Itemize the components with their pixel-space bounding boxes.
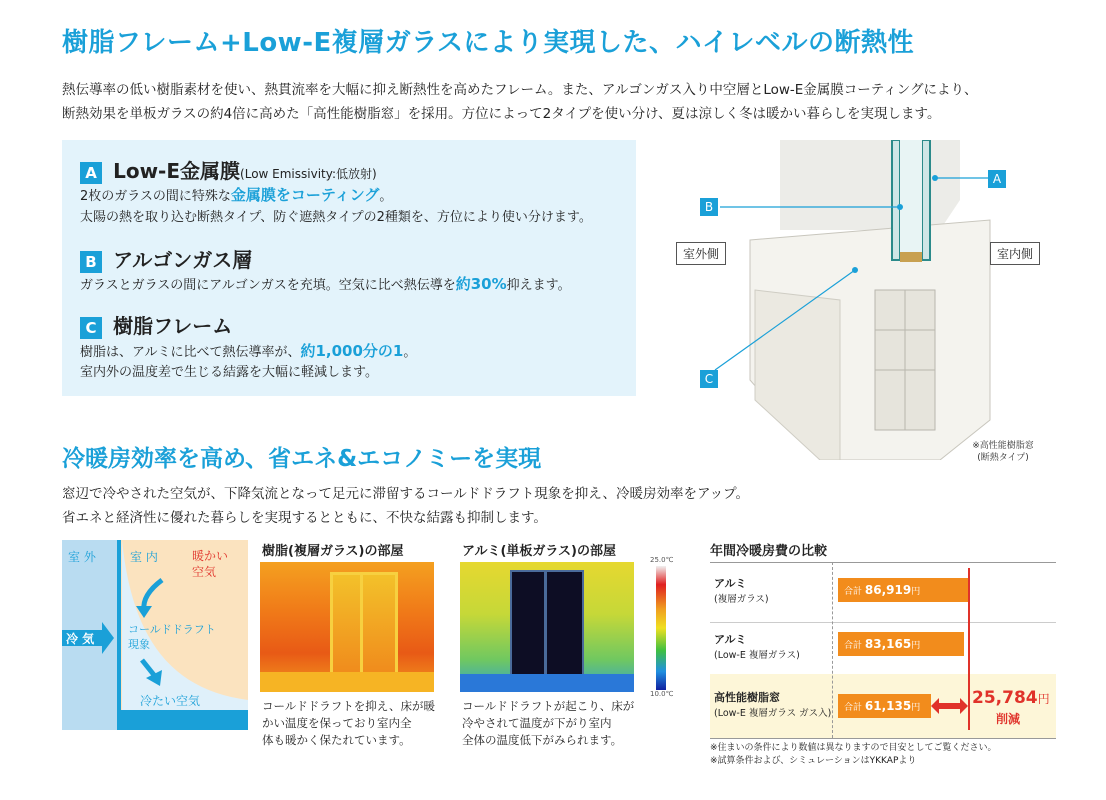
resin-window: [330, 572, 398, 678]
resin-caption-1: コールドドラフトを抑え、床が暖: [262, 699, 435, 713]
cost-bar-3-value: 61,135: [864, 699, 912, 713]
chart-axis: [832, 562, 833, 738]
cost-bar-3-unit: 円: [911, 703, 921, 713]
resin-window-mullion: [360, 572, 363, 672]
row-3-label: [714, 690, 831, 721]
cool-air-label: 冷たい空気: [140, 694, 201, 708]
feature-a-highlight: 金属膜をコーティング: [230, 186, 380, 204]
gas-layer: [900, 140, 922, 252]
row-3-name: 高性能樹脂窓: [714, 691, 780, 704]
row-2-name: アルミ: [714, 633, 747, 646]
resin-caption-2: かい温度を保っており室内全: [262, 716, 412, 730]
feature-a-text: 2枚のガラスの間に特殊な: [80, 189, 231, 204]
feature-a-line-1: [80, 184, 392, 208]
feature-b-text-end: 抑えます。: [506, 278, 571, 293]
feature-a-badge: A: [80, 162, 102, 184]
feature-a-line-2: 太陽の熱を取り込む断熱タイプ、防ぐ遮熱タイプの2種類を、方位により使い分けます。: [80, 210, 592, 225]
section2-title: 冷暖房効率を高め、省エネ&エコノミーを実現: [62, 446, 542, 472]
saving-label: 削減: [996, 712, 1021, 726]
chart-top-rule: [710, 562, 1056, 563]
cost-bar-1-prefix: 合計: [844, 587, 865, 597]
cost-bar-3-prefix: 合計: [844, 703, 865, 713]
feature-b-badge: B: [80, 251, 102, 273]
alu-caption-3: 全体の温度低下がみられます。: [462, 733, 623, 747]
cost-bar-1-value: 86,919: [864, 583, 912, 597]
cold-draft-label-2: 現象: [128, 638, 150, 651]
row-3-sub: (Low-E 複層ガラス ガス入): [714, 708, 832, 719]
resin-thermal-image: [260, 562, 434, 692]
sill-face: [755, 290, 840, 460]
cost-bar-1-unit: 円: [911, 587, 921, 597]
feature-c-highlight: 約1,000分の1: [300, 342, 404, 360]
wall-shape: [780, 140, 960, 230]
window-line: [117, 540, 121, 710]
feature-a: [80, 155, 377, 184]
outside-label: 室外側: [676, 242, 726, 265]
alu-window-mullion: [544, 570, 547, 674]
cold-draft-label-1: コールドドラフト: [128, 623, 216, 636]
chart-row-rule-1: [710, 622, 1056, 623]
draft-inside-label: 室 内: [130, 550, 158, 564]
feature-b-title: アルゴンガス層: [113, 248, 253, 272]
saving-arrow-shape: [931, 698, 968, 714]
resin-caption-3: 体も暖かく保たれています。: [262, 733, 411, 747]
row-2-label: [714, 632, 800, 663]
leader-a-dot: [932, 175, 938, 181]
page-title: 樹脂フレーム+Low-E複層ガラスにより実現した、ハイレベルの断熱性: [62, 28, 914, 58]
glass-pane-outer: [892, 140, 900, 260]
temperature-scale: [656, 566, 666, 690]
alu-floor: [460, 674, 634, 692]
resin-floor: [260, 672, 434, 692]
alu-caption-1: コールドドラフトが起こり、床が: [462, 699, 635, 713]
leader-b-dot: [897, 204, 903, 210]
diagram-label-a: A: [988, 170, 1006, 188]
row-2-sub: (Low-E 複層ガラス): [714, 650, 800, 661]
feature-c-line-2: 室内外の温度差で生じる結露を大幅に軽減します。: [80, 365, 378, 380]
row-1-label: [714, 576, 769, 607]
alu-window: [510, 570, 584, 678]
diagram-label-c: C: [700, 370, 718, 388]
cost-bar-2: [838, 632, 964, 656]
spacer: [900, 252, 922, 262]
cost-bar-2-unit: 円: [911, 641, 921, 651]
row-1-sub: (複層ガラス): [714, 594, 769, 605]
feature-c-title: 樹脂フレーム: [113, 314, 233, 338]
feature-b: [80, 244, 252, 273]
scale-bottom-label: 10.0℃: [650, 690, 674, 698]
feature-c-line-1: [80, 340, 416, 364]
saving-arrow-icon: [931, 696, 968, 716]
chart-note-2: ※試算条件および、シミュレーションはYKKAPより: [710, 756, 917, 766]
feature-a-title: Low-E金属膜: [113, 159, 241, 183]
chart-bottom-rule: [710, 738, 1056, 739]
cost-bar-2-prefix: 合計: [844, 641, 865, 651]
feature-b-line-1: [80, 273, 571, 297]
diagram-label-b: B: [700, 198, 718, 216]
alu-caption-2: 冷やされて温度が下がり室内: [462, 716, 612, 730]
cost-chart-title: 年間冷暖房費の比較: [710, 544, 828, 559]
diagram-note: [958, 440, 1048, 464]
resin-room-title: 樹脂(複層ガラス)の部屋: [262, 544, 404, 559]
feature-c: [80, 310, 232, 339]
feature-c-text-end: 。: [403, 345, 417, 360]
cost-bar-3: [838, 694, 931, 718]
feature-b-text: ガラスとガラスの間にアルゴンガスを充填。空気に比べ熱伝導を: [80, 278, 456, 293]
warm-air-label: [192, 548, 228, 580]
intro-line-2: 断熱効果を単板ガラスの約4倍に高めた「高性能樹脂窓」を採用。方位によって2タイプを使い分け、夏は涼しく冬は暖かい暮らしを実現します。: [62, 106, 941, 122]
glass-pane-inner: [922, 140, 930, 260]
feature-a-title-note: (Low Emissivity:低放射): [240, 167, 377, 181]
row-1-name: アルミ: [714, 577, 747, 590]
warm-air-label-1: 暖かい: [192, 549, 229, 563]
floor: [117, 710, 248, 730]
scale-top-label: 25.0℃: [650, 556, 674, 564]
inside-label: 室内側: [990, 242, 1040, 265]
diagram-note-2: (断熱タイプ): [977, 453, 1029, 463]
intro-line-1: 熱伝導率の低い樹脂素材を使い、熱貫流率を大幅に抑え断熱性を高めたフレーム。また、アルゴンガス入り中空層とLow-E金属膜コーティングにより、: [62, 82, 978, 98]
section2-line-1: 窓辺で冷やされた空気が、下降気流となって足元に滞留するコールドドラフト現象を抑え、冷暖房効率をアップ。: [62, 486, 750, 502]
alu-caption: [462, 698, 634, 749]
diagram-note-1: ※高性能樹脂窓: [972, 441, 1034, 451]
cost-bar-1: [838, 578, 970, 602]
leader-c-dot: [852, 267, 858, 273]
resin-caption: [262, 698, 435, 749]
cold-air-label: 冷 気: [66, 632, 95, 646]
saving-line: [968, 568, 970, 730]
section2-line-2: 省エネと経済性に優れた暮らしを実現するとともに、不快な結露も抑制します。: [62, 510, 547, 526]
feature-a-text-end: 。: [379, 189, 393, 204]
saving-value: 25,784: [972, 688, 1038, 708]
alu-thermal-image: [460, 562, 634, 692]
window-section-diagram: [660, 140, 1060, 460]
feature-b-highlight: 約30%: [455, 275, 507, 293]
draft-outside-label: 室 外: [68, 550, 96, 564]
feature-c-text: 樹脂は、アルミに比べて熱伝導率が、: [80, 345, 301, 360]
warm-air-label-2: 空気: [192, 565, 217, 579]
cost-bar-2-value: 83,165: [864, 637, 912, 651]
alu-room-title: アルミ(単板ガラス)の部屋: [462, 544, 616, 559]
chart-note-1: ※住まいの条件により数値は異なりますので目安としてご覧ください。: [710, 743, 997, 753]
saving-amount: [972, 688, 1050, 708]
cold-draft-label: [128, 622, 216, 652]
feature-c-badge: C: [80, 317, 102, 339]
saving-unit: 円: [1037, 692, 1050, 706]
